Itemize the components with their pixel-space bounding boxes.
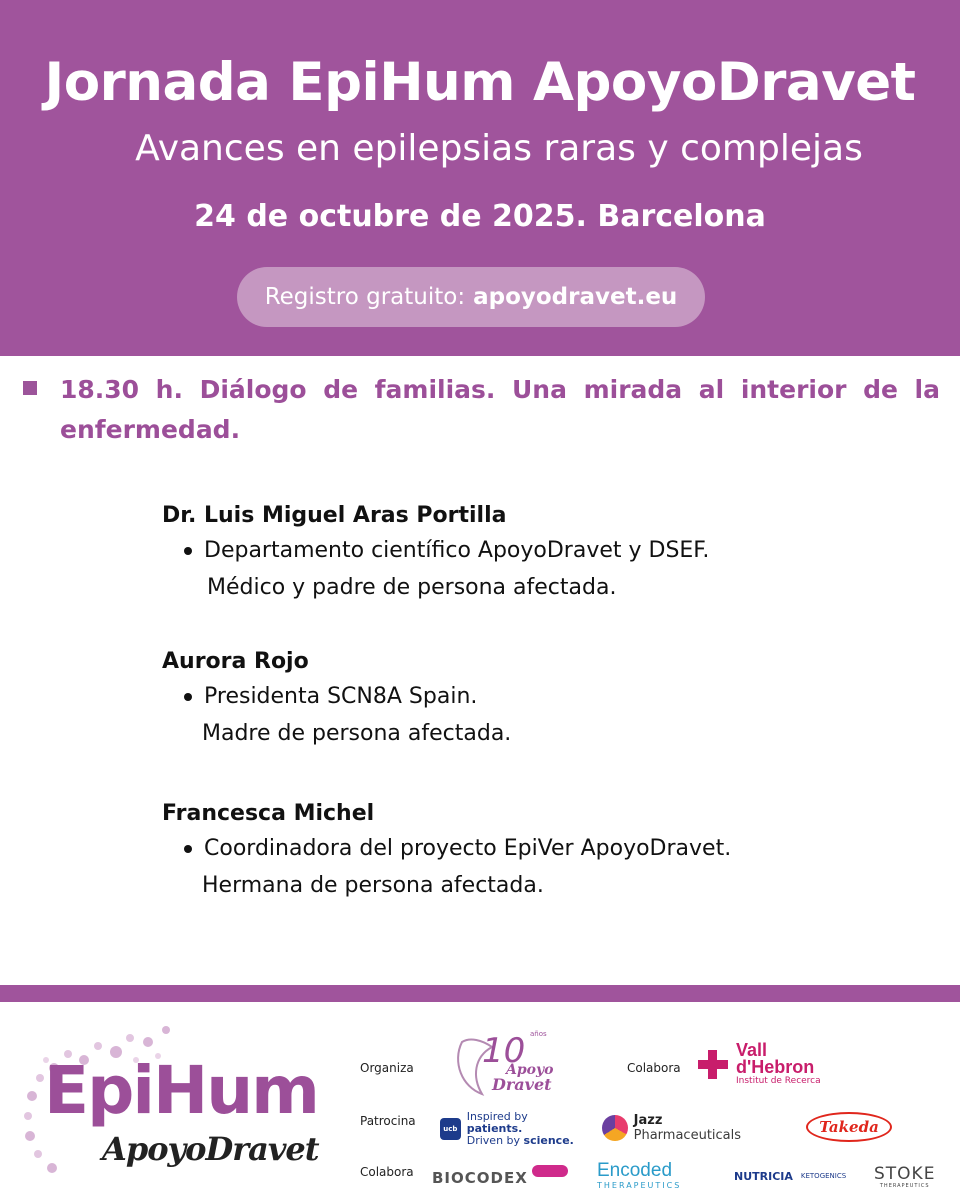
- event-date: 24 de octubre de 2025. Barcelona: [194, 199, 766, 234]
- header-banner: [0, 0, 960, 356]
- svg-text:años: años: [530, 1030, 547, 1038]
- speaker-block: [162, 646, 922, 752]
- apoyodravet-10-logo: [452, 1022, 562, 1102]
- event-subtitle: Avances en epilepsias raras y complejas: [135, 128, 863, 169]
- label-colabora: Colabora: [627, 1061, 681, 1075]
- ucb-badge-icon: ucb: [440, 1118, 461, 1140]
- speaker-role: Presidenta SCN8A Spain.: [162, 678, 922, 715]
- registration-label: Registro gratuito:: [264, 284, 466, 310]
- epihum-logo: [18, 1020, 318, 1190]
- jazz-pharmaceuticals-logo: Jazz Pharmaceuticals: [602, 1112, 772, 1144]
- speaker-relation: Hermana de persona afectada.: [202, 873, 544, 898]
- butterfly-icon: [452, 1022, 562, 1102]
- biocodex-mark-icon: [532, 1165, 568, 1177]
- label-patrocina: Patrocina: [360, 1114, 416, 1128]
- session-bullet-icon: [23, 381, 37, 395]
- svg-text:Apoyo: Apoyo: [506, 1062, 554, 1078]
- event-title: Jornada EpiHum ApoyoDravet: [44, 52, 916, 113]
- speaker-name: Dr. Luis Miguel Aras Portilla: [162, 503, 507, 528]
- speaker-role: Departamento científico ApoyoDravet y DSEF.: [162, 532, 922, 569]
- svg-text:Dravet: Dravet: [492, 1075, 552, 1094]
- speaker-relation: Madre de persona afectada.: [202, 721, 512, 746]
- session-heading: 18.30 h. Diálogo de familias. Una mirada al interior de la enfermedad.: [60, 375, 940, 444]
- cross-icon: [696, 1047, 730, 1081]
- speaker-block: [162, 798, 922, 904]
- vall-hebron-logo: Vall d'Hebron Institut de Recerca: [696, 1040, 836, 1088]
- label-colabora: Colabora: [360, 1165, 414, 1179]
- footer-divider: [0, 985, 960, 1002]
- speaker-role: Coordinadora del proyecto EpiVer ApoyoDravet.: [162, 830, 922, 867]
- logo-title: EpiHum: [44, 1052, 318, 1129]
- biocodex-logo: BIOCODEX: [432, 1162, 577, 1194]
- logo-subtitle: ApoyoDravet: [102, 1130, 319, 1168]
- label-organiza: Organiza: [360, 1061, 414, 1075]
- stoke-therapeutics-logo: STOKE THERAPEUTICS: [874, 1164, 936, 1189]
- encoded-therapeutics-logo: Encoded THERAPEUTICS: [597, 1160, 682, 1190]
- registration-link[interactable]: apoyodravet.eu: [473, 284, 678, 310]
- speaker-name: Aurora Rojo: [162, 649, 309, 674]
- registration-button[interactable]: [237, 267, 705, 327]
- anos-number: 10: [482, 1031, 526, 1071]
- speaker-block: [162, 500, 922, 606]
- speaker-relation: Médico y padre de persona afectada.: [207, 575, 617, 600]
- speaker-name: Francesca Michel: [162, 801, 375, 826]
- jazz-mark-icon: [602, 1115, 628, 1141]
- ucb-logo: ucb Inspired by patients. Driven by science.: [440, 1114, 580, 1144]
- takeda-logo: Takeda: [806, 1110, 896, 1144]
- nutricia-ketogenics-logo: NUTRICIA KETOGENICS: [734, 1169, 847, 1183]
